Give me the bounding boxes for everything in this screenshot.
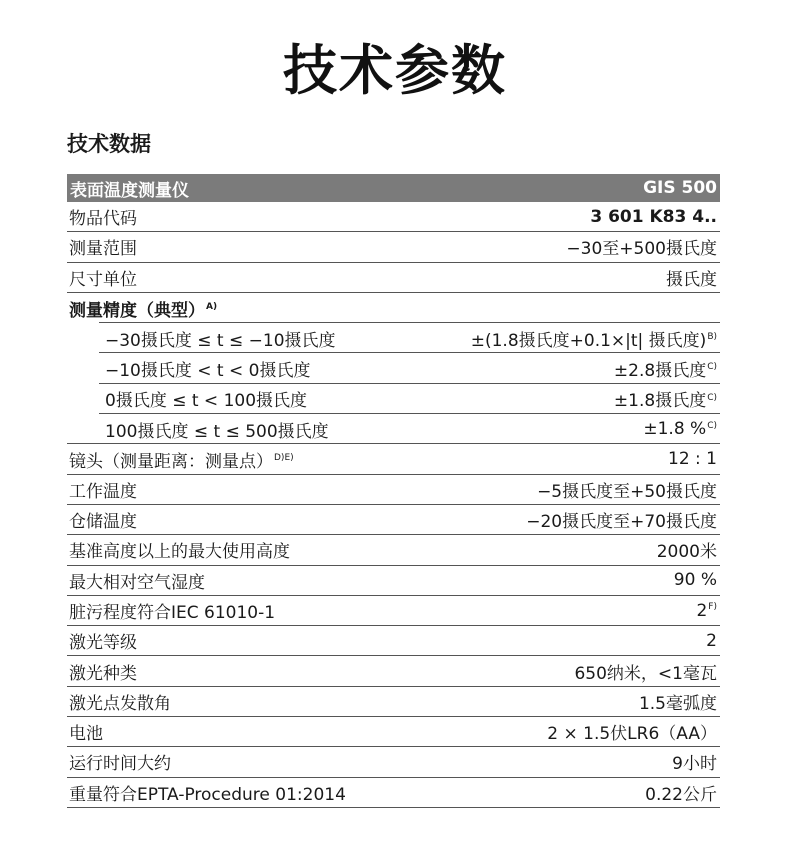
row-value: ±1.8 %	[643, 419, 707, 440]
footnote-marker: C)	[707, 392, 717, 403]
row-value: 2	[696, 600, 708, 621]
row-value: 90 %	[673, 570, 717, 591]
row-value: 12 : 1	[668, 449, 717, 470]
row-value: 1.5毫弧度	[638, 693, 717, 714]
footnote-marker: C)	[707, 362, 717, 373]
table-row	[67, 475, 720, 505]
row-value: −20摄氏度至+70摄氏度	[526, 512, 717, 533]
table-header	[67, 174, 720, 202]
table-row	[67, 656, 720, 686]
row-label: 运行时间大约	[69, 754, 171, 775]
table-row	[67, 747, 720, 777]
page-title: 技术参数	[283, 39, 507, 102]
row-label: 测量精度（典型）	[69, 300, 205, 321]
table-header-label: 表面温度测量仪	[70, 180, 189, 201]
table-row	[67, 323, 720, 353]
row-label: −30摄氏度 ≤ t ≤ −10摄氏度	[105, 330, 336, 351]
table-row	[67, 232, 720, 262]
table-row	[67, 384, 720, 414]
row-label: 工作温度	[69, 481, 137, 502]
table-row	[67, 293, 720, 323]
row-value: ±2.8摄氏度	[613, 361, 707, 382]
table-row	[67, 717, 720, 747]
footnote-marker: F)	[708, 601, 717, 612]
row-value: 9小时	[672, 754, 717, 775]
spec-table	[67, 174, 720, 808]
row-label: −10摄氏度 < t < 0摄氏度	[105, 361, 311, 382]
table-row	[67, 353, 720, 383]
table-row	[67, 626, 720, 656]
row-label: 激光等级	[69, 633, 137, 654]
table-header-model: GIS 500	[643, 178, 717, 198]
table-row	[67, 778, 720, 808]
row-value: ±(1.8摄氏度+0.1×|t| 摄氏度)	[470, 330, 707, 351]
table-row	[67, 202, 720, 232]
row-value: 2	[706, 630, 717, 651]
row-value: 650纳米，<1毫瓦	[574, 663, 717, 684]
table-row	[67, 535, 720, 565]
row-label: 尺寸单位	[69, 269, 137, 290]
footnote-marker: C)	[707, 420, 717, 431]
row-label: 镜头（测量距离：测量点）	[69, 451, 273, 472]
row-value: 2000米	[656, 542, 717, 563]
row-label: 物品代码	[69, 209, 137, 230]
row-label: 0摄氏度 ≤ t < 100摄氏度	[105, 391, 308, 412]
row-label: 激光种类	[69, 663, 137, 684]
section-title: 技术数据	[67, 132, 151, 156]
row-value: ±1.8摄氏度	[613, 391, 707, 412]
row-label: 100摄氏度 ≤ t ≤ 500摄氏度	[105, 421, 329, 442]
footnote-marker: D)E)	[274, 452, 294, 463]
row-label: 重量符合EPTA-Procedure 01:2014	[69, 784, 346, 805]
footnote-marker: A)	[206, 301, 218, 312]
row-label: 基准高度以上的最大使用高度	[69, 542, 290, 563]
row-value: 2 × 1.5伏LR6（AA）	[547, 724, 717, 745]
row-value: −5摄氏度至+50摄氏度	[537, 481, 717, 502]
row-label: 测量范围	[69, 239, 137, 260]
row-value: 3 601 K83 4..	[590, 206, 717, 227]
table-row	[67, 596, 720, 626]
row-value: −30至+500摄氏度	[566, 239, 717, 260]
row-label: 激光点发散角	[69, 693, 171, 714]
row-label: 仓储温度	[69, 512, 137, 533]
table-row	[67, 505, 720, 535]
row-label: 最大相对空气湿度	[69, 572, 205, 593]
table-row	[67, 566, 720, 596]
table-row	[67, 414, 720, 444]
row-label: 脏污程度符合IEC 61010-1	[69, 603, 276, 623]
row-value: 摄氏度	[666, 269, 717, 290]
table-row	[67, 687, 720, 717]
footnote-marker: B)	[707, 332, 717, 343]
table-row	[67, 263, 720, 293]
table-row	[67, 444, 720, 474]
row-value: 0.22公斤	[645, 784, 717, 805]
row-label: 电池	[69, 724, 103, 745]
